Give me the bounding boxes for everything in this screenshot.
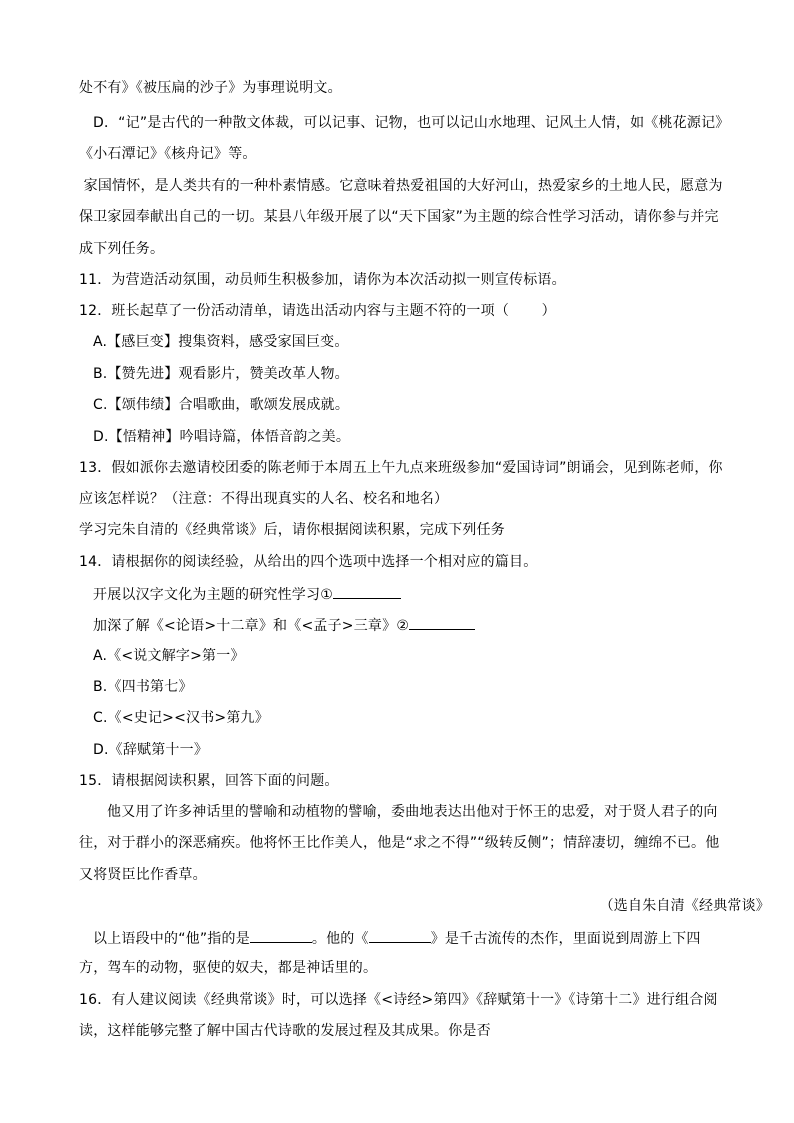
option-d: D.【悟精神】吟唱诗篇，体悟音韵之美。: [93, 429, 351, 445]
fill-text: 以上语段中的“他”指的是: [93, 931, 250, 947]
question-14-item-2: [93, 615, 475, 635]
question-12: 12．班长起草了一份活动清单，请选出活动内容与主题不符的一项（ ）: [79, 303, 556, 319]
option-c: C.【颂伟绩】合唱歌曲，歌颂发展成就。: [93, 397, 350, 413]
option-a: A.【感巨变】搜集资料，感受家国巨变。: [93, 334, 349, 350]
item-text: 加深了解《<论语>十二章》和《<孟子>三章》②: [93, 618, 410, 634]
question-14: 14．请根据你的阅读经验，从给出的四个选项中选择一个相对应的篇目。: [79, 554, 538, 570]
paragraph-line: 成下列任务。: [79, 241, 165, 257]
question-15-fill: [93, 928, 701, 948]
answer-blank[interactable]: [333, 584, 401, 599]
question-15-fill-cont: 方，驾车的动物，驱使的奴夫，都是神话里的。: [79, 960, 378, 976]
question-15: 15．请根据阅读积累，回答下面的问题。: [79, 773, 339, 789]
paragraph-line: 保卫家园奉献出自己的一切。某县八年级开展了以“天下国家”为主题的综合性学习活动，请你参与并完: [79, 209, 719, 225]
passage-line: 往，对于群小的深恶痛疾。他将怀王比作美人，他是“求之不得”“级转反侧”；情辞凄切，缠绵不已。他: [79, 835, 720, 851]
question-16-cont: 读，这样能够完整了解中国古代诗歌的发展过程及其成果。你是否: [79, 1023, 491, 1039]
answer-blank[interactable]: [250, 928, 312, 943]
section-intro: 学习完朱自清的《经典常谈》后，请你根据阅读积累，完成下列任务: [79, 522, 505, 538]
fill-text: 》是千古流传的杰作，里面说到周游上下四: [430, 931, 701, 947]
passage-source: （选自朱自清《经典常谈》: [599, 898, 770, 914]
question-13: 13．假如派你去邀请校团委的陈老师于本周五上午九点来班级参加“爱国诗词”朗诵会，见到陈老师，你: [79, 460, 723, 476]
answer-blank[interactable]: [409, 615, 475, 630]
question-14-item-1: [93, 584, 401, 604]
text-line: 《小石潭记》《核舟记》等。: [79, 146, 257, 162]
passage-line: 他又用了许多神话里的譬喻和动植物的譬喻，委曲地表达出他对于怀王的忠爱，对于贤人君子的向: [107, 804, 718, 820]
option-d: D.《辞赋第十一》: [93, 742, 209, 758]
passage-line: 又将贤臣比作香草。: [79, 867, 207, 883]
option-b: B.【赞先进】观看影片，赞美改革人物。: [93, 366, 349, 382]
option-c: C.《<史记><汉书>第九》: [93, 710, 269, 726]
answer-blank[interactable]: [369, 928, 431, 943]
option-d-line: D．“记”是古代的一种散文体裁，可以记事、记物，也可以记山水地理、记风土人情，如《桃花源记》: [93, 115, 730, 131]
item-text: 开展以汉字文化为主题的研究性学习①: [93, 587, 333, 603]
text-line: 处不有》《被压扁的沙子》为事理说明文。: [79, 80, 342, 96]
fill-text: 。他的《: [311, 931, 369, 947]
option-b: B.《四书第七》: [93, 679, 193, 695]
question-11: 11．为营造活动氛围，动员师生积极参加，请你为本次活动拟一则宣传标语。: [79, 272, 566, 288]
question-16: 16．有人建议阅读《经典常谈》时，可以选择《<诗经>第四》《辞赋第十一》《诗第十二》进行组合阅: [79, 992, 718, 1008]
option-a: A.《<说文解字>第一》: [93, 648, 245, 664]
paragraph-line: 家国情怀，是人类共有的一种朴素情感。它意味着热爱祖国的大好河山，热爱家乡的土地人民，愿意为: [79, 178, 723, 194]
question-13-cont: 应该怎样说？（注意：不得出现真实的人名、校名和地名）: [79, 491, 449, 507]
